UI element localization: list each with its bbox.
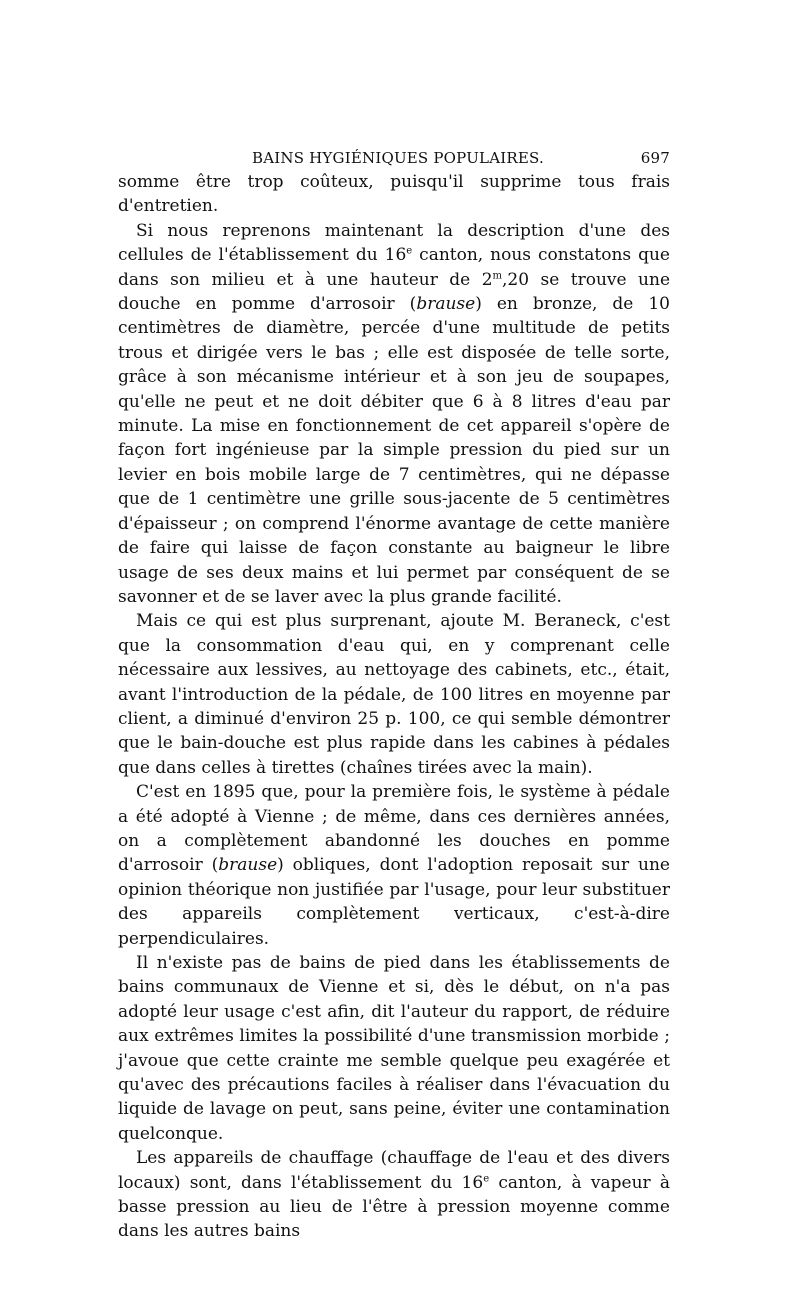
paragraph-continuation (118, 170, 670, 219)
superscript: m (492, 269, 503, 281)
paragraph (118, 780, 670, 951)
paragraph-text: C'est en 1895 que, pour la première fois, le système à pédale a été adopté à Vienne ; de même, dans ces dernières années, on a complètement abandonné les douches en pomme d'arrosoir ( (118, 782, 670, 876)
italic-term: brause (416, 294, 476, 315)
paragraph-text: Il n'existe pas de bains de pied dans les établissements de bains communaux de Vienne et si, dès le début, on n'a pas adopté leur usage c'est afin, dit l'auteur du rapport, de réduire aux extrêmes limites la possibilité d'une transmission morbide ; j'avoue que cette crainte me semble quelque peu exagérée et qu'avec des précautions faciles à réaliser dans l'évacuation du liquide de lavage on peut, sans peine, éviter une contamination quelconque. (118, 953, 670, 1144)
running-header (118, 142, 670, 170)
paragraph-text: Si nous reprenons maintenant la description d'une des cellules de l'établissement du 16 (118, 220, 670, 266)
page-number: 697 (640, 149, 670, 167)
paragraph-text: canton, nous constatons que dans son milieu et à une hauteur de 2 (118, 245, 670, 290)
superscript: e (406, 245, 413, 257)
paragraph-text: canton, à vapeur à basse pression au lieu de l'être à pression moyenne comme dans les autres bains (118, 1172, 670, 1242)
paragraph-text: Mais ce qui est plus surprenant, ajoute M. Beraneck, c'est que la consommation d'eau qui, en y comprenant celle nécessaire aux lessives, au nettoyage des cabinets, etc., était, avant l'introduction de la pédale, de 100 litres en moyenne par client, a diminué d'environ 25 p. 100, ce qui semble démontrer que le bain-douche est plus rapide dans les cabines à pédales que dans celles à tirettes (chaînes tirées avec la main). (118, 611, 670, 778)
paragraph-text: ,20 se trouve une douche en pomme d'arrosoir ( (118, 269, 671, 315)
paragraph (118, 1146, 670, 1244)
italic-term: brause (218, 855, 278, 876)
paragraph-text: Les appareils de chauffage (chauffage de l'eau et des divers locaux) sont, dans l'établissement du 16 (118, 1148, 670, 1193)
paragraph (118, 951, 670, 1146)
running-title: BAINS HYGIÉNIQUES POPULAIRES. (252, 149, 544, 167)
body-text (118, 170, 670, 1244)
book-page (118, 142, 670, 1244)
paragraph (118, 609, 670, 780)
paragraph (118, 219, 670, 610)
paragraph-text: somme être trop coûteux, puisqu'il supprime tous frais d'entretien. (118, 172, 670, 217)
paragraph-text: ) en bronze, de 10 centimètres de diamètre, percée d'une multitude de petits trous et dirigée vers le bas ; elle est disposée de telle sorte, grâce à son mécanisme intérieur et à son jeu de soupapes, qu'elle ne peut et ne doit débiter que 6 à 8 litres d'eau par minute. La mise en fonctionnement de cet appareil s'opère de façon fort ingénieuse par la simple pression du pied sur un levier en bois mobile large de 7 centimètres, qui ne dépasse que de 1 centimètre une grille sous-jacente de 5 centimètres d'épaisseur ; on comprend l'énorme avantage de cette manière de faire qui laisse de façon constante au baigneur le libre usage de ses deux mains et lui permet par conséquent de se savonner et de se laver avec la plus grande facilité. (118, 294, 670, 607)
paragraph-text: ) obliques, dont l'adoption reposait sur une opinion théorique non justifiée par l'usage, pour leur substituer des appareils complètement verticaux, c'est-à-dire perpendiculaires. (118, 855, 670, 949)
superscript: e (483, 1173, 490, 1184)
